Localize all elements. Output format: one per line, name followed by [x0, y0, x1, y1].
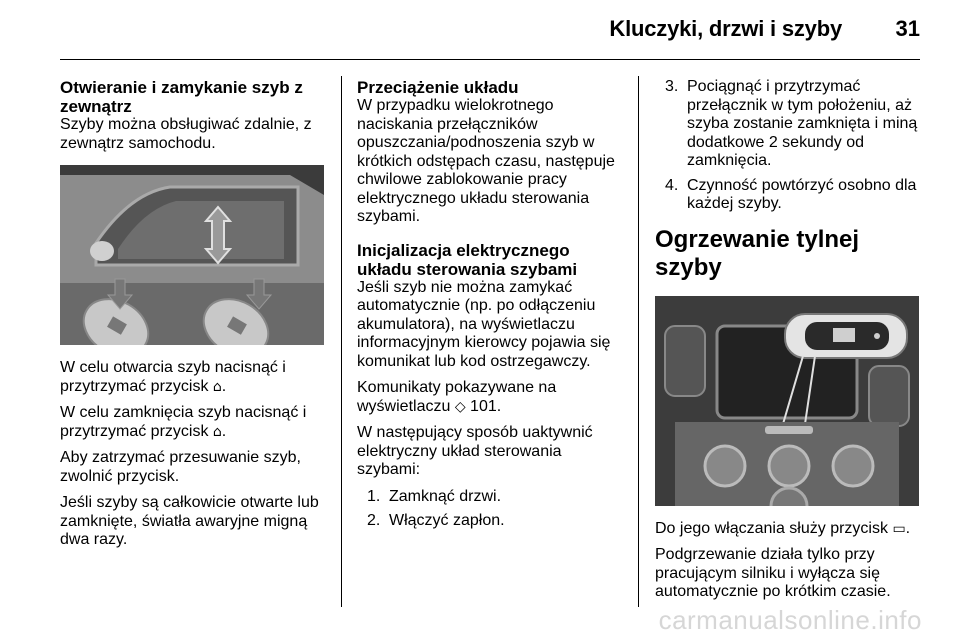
list-item: 3. Pociągnąć i przytrzymać przełącznik w tym położeniu, aż szyba zostanie zamknięta i miną dodatkowe 2 sekundy od zamknięcia.: [665, 78, 918, 169]
steps-list-1: [367, 488, 625, 531]
list-item: 4. Czynność powtórzyć osobno dla każdej szyby.: [665, 176, 917, 212]
lock-open-icon: ⌂: [212, 378, 222, 395]
rear-heating-info-text: Podgrzewanie działa tylko przy pracującym silniku i wyłącza się automatycznie po krótkim czasie.: [655, 546, 891, 600]
remote-window-illustration: [60, 165, 324, 345]
heading-rear-window-heating: Ogrzewanie tylnej szyby: [655, 225, 860, 281]
column-divider-1: [341, 76, 342, 607]
column-divider-2: [638, 76, 639, 607]
overload-text: W przypadku wielokrotnego naciskania przełączników opuszczania/podnoszenia szyb w krótkich odstępach czasu, następuje chwilowe zablokowanie pracy elektrycznego układu sterowania szybami.: [357, 97, 615, 225]
rear-window-heating-icon: ▭: [892, 520, 906, 537]
heading-overload: Przeciążenie układu: [357, 78, 519, 97]
list-item: 2. Włączyć zapłon.: [367, 512, 505, 529]
page-number: 31: [895, 16, 920, 41]
init-text: Jeśli szyb nie można zamykać automatycznie (np. po odłączeniu akumulatora), na wyświetlaczu informacyjnym kierowcy pojawia się komunikat lub kod ostrzegawczy.: [357, 278, 611, 370]
stop-text: Aby zatrzymać przesuwanie szyb, zwolnić przycisk.: [60, 449, 301, 485]
dashboard-illustration: [655, 296, 919, 506]
page-header: [0, 0, 960, 62]
steps-intro-text: W następujący sposób uaktywnić elektryczny układ sterowania szybami:: [357, 424, 593, 478]
column-1: [60, 78, 328, 558]
rear-window-heating-icon: [833, 328, 855, 342]
messages-ref-text: Komunikaty pokazywane na wyświetlaczu ◇ 101.: [357, 379, 557, 415]
heading-window-remote: Otwieranie i zamykanie szyb z zewnątrz: [60, 78, 303, 116]
column-3: [655, 78, 923, 610]
dashboard-drawing: [655, 296, 919, 506]
column-2: [357, 78, 625, 537]
car-door-keys-drawing: [60, 165, 324, 345]
heading-init: Inicjalizacja elektrycznego układu sterowania szybami: [357, 240, 578, 279]
lock-closed-icon: ⌂: [212, 423, 222, 440]
intro-text: Szyby można obsługiwać zdalnie, z zewnątrz samochodu.: [60, 116, 312, 152]
page-reference-icon: ◇: [454, 398, 466, 415]
list-item: 1. Zamknąć drzwi.: [367, 487, 502, 505]
steps-list-2: [665, 78, 923, 214]
section-title: Kluczyki, drzwi i szyby: [609, 16, 842, 41]
header-divider: [60, 59, 920, 60]
watermark: carmanualsonline.info: [658, 605, 922, 635]
close-windows-text: W celu zamknięcia szyb nacisnąć i przytrzymać przycisk ⌂.: [60, 404, 307, 440]
rear-heating-button-text: Do jego włączania służy przycisk ▭.: [655, 519, 911, 537]
open-windows-text: W celu otwarcia szyb nacisnąć i przytrzymać przycisk ⌂.: [60, 359, 286, 395]
hazard-text: Jeśli szyby są całkowicie otwarte lub zamknięte, światła awaryjne migną dwa razy.: [60, 494, 319, 548]
